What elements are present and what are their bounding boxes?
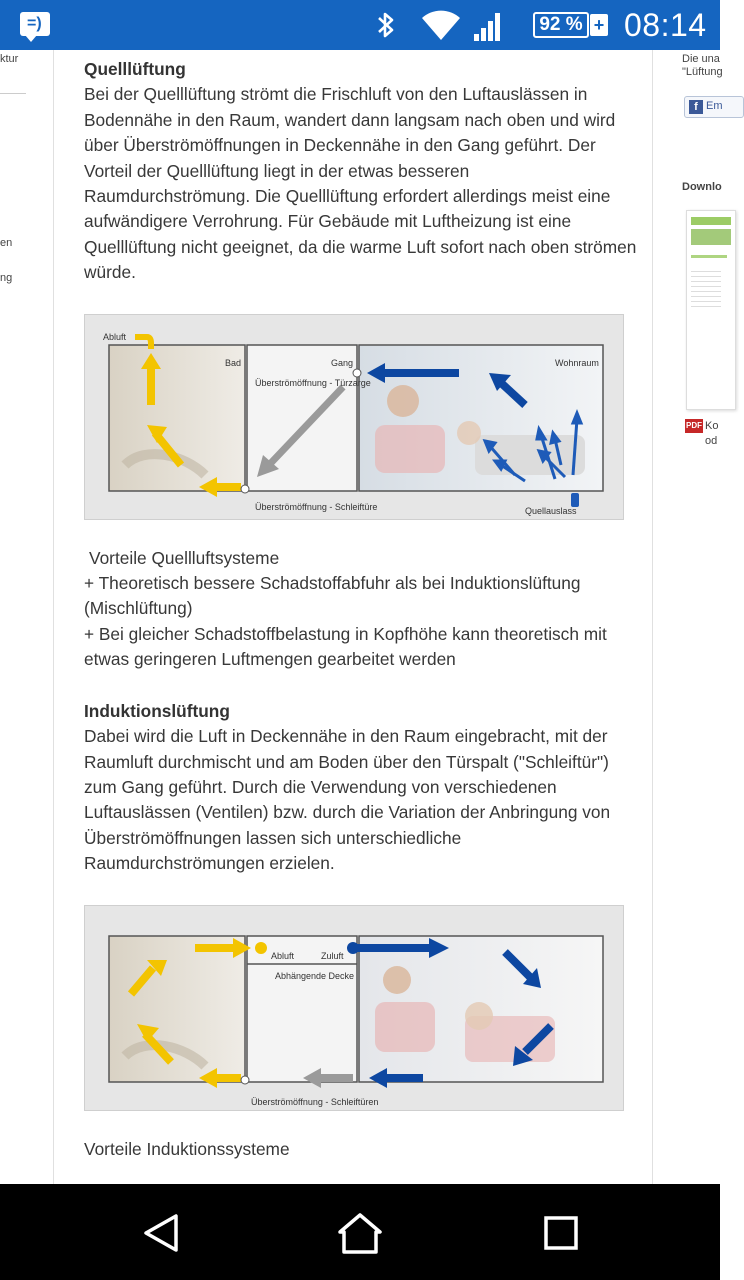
advantages-list-1 xyxy=(84,546,640,673)
download-thumbnail[interactable] xyxy=(686,210,736,410)
figure-label: Überströmöffnung - Schleiftüre xyxy=(255,501,378,512)
download-heading: Downlo xyxy=(682,181,722,193)
right-text-line: Die una xyxy=(682,53,720,65)
figure-label: Zuluft xyxy=(321,950,344,961)
share-label: Em xyxy=(706,100,723,112)
figure-label: Bad xyxy=(225,357,242,368)
figure-label: Abhängende Decke xyxy=(275,970,355,981)
list-item: + Theoretisch bessere Schadstoffabfuhr als bei Induktionslüftung (Mischlüftung) xyxy=(84,573,581,619)
status-bar xyxy=(0,0,720,50)
notification-icon: =) xyxy=(20,12,50,36)
clock: 08:14 xyxy=(624,7,707,43)
figure-label: Abluft xyxy=(271,950,295,961)
section-heading: Induktionslüftung xyxy=(84,700,230,721)
section-text: Dabei wird die Luft in Deckennähe in den Raum eingebracht, mit der Raumluft durchmischt und am Boden über den Türspalt ("Schleiftür") zum Gang geführt. Durch die Verwendung von verschiedenen Luftauslässen (Ventilen) bzw. durch die Variation der Anbringung von Überströmöffnungen lassen sich unterschiedliche Raumdurchströmungen erzielen. xyxy=(84,726,611,874)
pdf-link[interactable]: Ko xyxy=(705,420,719,432)
facebook-icon: f xyxy=(689,100,703,114)
charging-icon: + xyxy=(590,14,608,36)
list-title: Vorteile Quellluftsysteme xyxy=(89,547,280,568)
right-sidebar xyxy=(652,50,723,1184)
figure-label: Gang xyxy=(331,357,354,368)
left-sidebar xyxy=(0,50,54,1184)
pdf-icon: PDF xyxy=(685,419,703,433)
left-fragment[interactable]: ktur xyxy=(0,53,19,65)
divider xyxy=(0,93,26,94)
left-fragment[interactable]: ng xyxy=(0,272,13,284)
section-text: Bei der Quelllüftung strömt die Frischluft von den Luftauslässen in Bodennähe in den Raum, wandert dann langsam nach oben und wird über Überströmöffnungen in Deckennähe in den Gang geführt. Der Vorteil der Quelllüftung liegt in der etwas besseren Raumdurchströmung. Die Quelllüftung erfordert allerdings meist eine aufwändigere Verrohrung. Für Gebäude mit Luftheizung ist eine Quelllüftung nicht geeignet, da die warme Luft sofort nach oben strömen würde. xyxy=(84,84,637,283)
diagram-induktionslueftung xyxy=(84,905,624,1111)
figure-label: Abluft xyxy=(103,331,127,342)
list-item: + Bei gleicher Schadstoffbelastung in Kopfhöhe kann theoretisch mit etwas geringeren Luftmengen gearbeitet werden xyxy=(84,623,607,670)
right-text-line: "Lüftung xyxy=(682,66,723,78)
figure-label: Überströmöffnung - Türzarge xyxy=(255,377,371,388)
section-heading: Quelllüftung xyxy=(84,59,186,79)
recent-apps-icon[interactable] xyxy=(530,1210,590,1256)
bluetooth-icon xyxy=(374,10,398,40)
battery-indicator: 92 % xyxy=(533,12,589,38)
facebook-share-button[interactable] xyxy=(684,96,744,118)
left-fragment[interactable]: en xyxy=(0,237,13,249)
diagram-quelllueftung xyxy=(84,314,624,520)
figure-label: Wohnraum xyxy=(555,357,599,368)
figure-label: Überströmöffnung - Schleiftüren xyxy=(251,1096,379,1107)
navigation-bar xyxy=(0,1184,720,1280)
list-title: Vorteile Induktionssysteme xyxy=(84,1138,290,1159)
wifi-icon xyxy=(420,10,462,42)
figure-label: Quellauslass xyxy=(525,505,577,516)
pdf-link[interactable]: od xyxy=(705,435,718,447)
diagram-graphic xyxy=(85,315,625,521)
article-content xyxy=(84,57,640,1162)
back-icon[interactable] xyxy=(130,1210,190,1256)
home-icon[interactable] xyxy=(330,1210,390,1256)
signal-icon xyxy=(472,10,504,42)
diagram-graphic xyxy=(85,906,625,1112)
